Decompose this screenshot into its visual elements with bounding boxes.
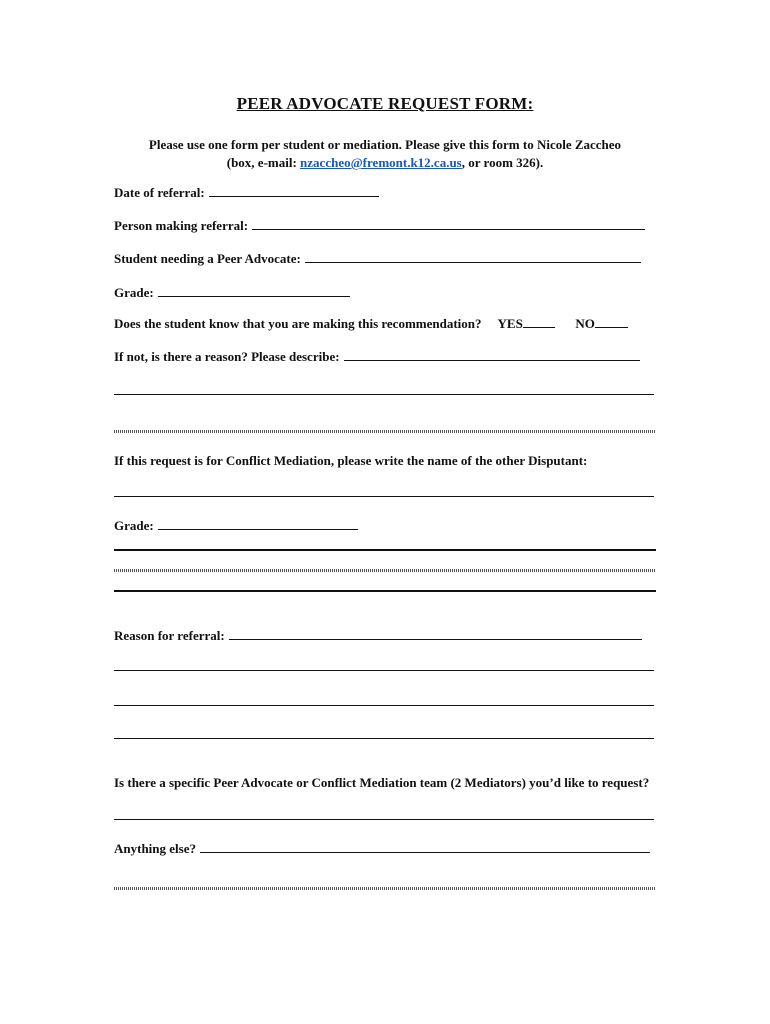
dotted-divider <box>114 569 656 572</box>
grade2-label: Grade: <box>114 518 154 533</box>
student-row <box>114 250 641 267</box>
referral-reason-line[interactable] <box>114 705 654 706</box>
team-request-question: Is there a specific Peer Advocate or Conflict Mediation team (2 Mediators) you’d like to request? <box>114 775 650 790</box>
referral-reason-line[interactable] <box>114 670 654 671</box>
grade-row <box>114 284 350 301</box>
email-link[interactable]: nzaccheo@fremont.k12.ca.us <box>300 155 462 170</box>
team-request-line[interactable] <box>114 819 654 820</box>
grade-field[interactable] <box>158 284 350 297</box>
grade-label: Grade: <box>114 285 154 300</box>
yes-field[interactable] <box>523 315 555 328</box>
date-field[interactable] <box>209 184 379 197</box>
no-field[interactable] <box>595 315 628 328</box>
conflict-mediation-row <box>114 453 587 469</box>
intro-suffix: , or room 326). <box>461 155 544 170</box>
referral-reason-field[interactable] <box>229 627 642 640</box>
student-knows-row <box>114 315 628 332</box>
grade2-field[interactable] <box>158 517 358 530</box>
conflict-label: If this request is for Conflict Mediation, please write the name of the other Disputant: <box>114 453 588 468</box>
grade2-row <box>114 517 358 534</box>
know-question: Does the student know that you are making this recommendation? <box>114 316 482 331</box>
yes-label: YES <box>497 316 523 331</box>
anything-else-row <box>114 840 650 857</box>
student-field[interactable] <box>305 250 641 263</box>
student-label: Student needing a Peer Advocate: <box>114 251 301 266</box>
form-instructions <box>0 136 770 172</box>
reason-for-referral-row <box>114 627 642 644</box>
person-field[interactable] <box>252 217 645 230</box>
intro-line-1: Please use one form per student or mediation. Please give this form to Nicole Zaccheo <box>148 137 622 152</box>
reason-row <box>114 348 640 365</box>
person-label: Person making referral: <box>114 218 249 233</box>
form-title: PEER ADVOCATE REQUEST FORM: <box>236 94 534 113</box>
thick-divider <box>114 549 656 551</box>
referral-reason-line[interactable] <box>114 738 654 739</box>
reason-extra-line[interactable] <box>114 394 654 395</box>
person-making-referral-row <box>114 217 645 234</box>
reason-field[interactable] <box>344 348 640 361</box>
date-label: Date of referral: <box>114 185 205 200</box>
referral-reason-label: Reason for referral: <box>114 628 225 643</box>
dotted-divider <box>114 430 656 433</box>
intro-line-2 <box>0 154 770 172</box>
dotted-divider <box>114 887 656 890</box>
anything-field[interactable] <box>200 840 650 853</box>
thick-divider <box>114 590 656 592</box>
date-of-referral-row <box>114 184 379 201</box>
reason-question: If not, is there a reason? Please describe: <box>114 349 340 364</box>
no-label: NO <box>575 316 595 331</box>
anything-label: Anything else? <box>114 841 196 856</box>
intro-prefix: (box, e-mail: <box>226 155 301 170</box>
disputant-name-line[interactable] <box>114 496 654 497</box>
